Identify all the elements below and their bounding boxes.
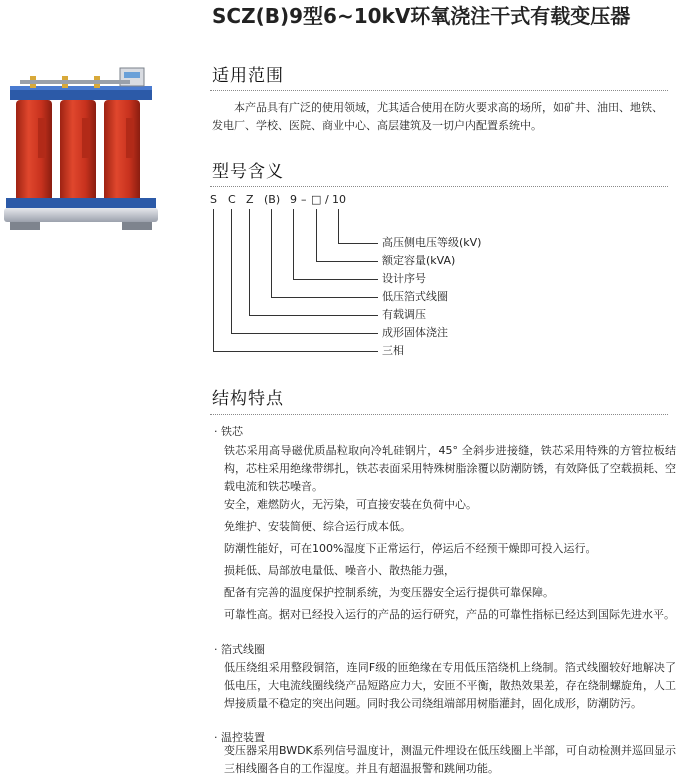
code-char-dash: – (301, 193, 307, 206)
code-char-s: S (210, 193, 217, 206)
connector-line (271, 209, 272, 297)
code-char-slash: / (325, 193, 329, 206)
model-label-foil: 低压箔式线圈 (382, 290, 448, 303)
model-label-phase: 三相 (382, 344, 404, 357)
group-title-core: · 铁芯 (214, 425, 243, 438)
section-divider (210, 90, 668, 91)
code-char-9: 9 (290, 193, 297, 206)
code-char-z: Z (246, 193, 254, 206)
feature-text: 防潮性能好，可在100%湿度下正常运行，停运后不经预干燥即可投入运行。 (224, 542, 597, 555)
connector-line (213, 209, 214, 351)
feature-text: 安全，难燃防火，无污染，可直接安装在负荷中心。 (224, 498, 477, 511)
code-char-b: (B) (264, 193, 281, 206)
page-title: SCZ(B)9型6~10kV环氧浇注干式有载变压器 (212, 4, 631, 28)
connector-line (293, 209, 294, 279)
feature-text: 低压绕组采用整段铜箔，连同F级的匝绝缘在专用低压箔绕机上绕制。箔式线圈较好地解决了低电压，大电流线圈线绕产品短路应力大，安匝不平衡，散热效果差，存在绕制螺旋角，人工焊接质量不稳定的突出问题。同时我公司绕组端部用树脂灌封，固化成形，防潮防污。 (224, 661, 676, 710)
section-divider (210, 186, 668, 187)
feature-text: 铁芯采用高导磁优质晶粒取向冷轧硅钢片，45° 全斜步进接缝，铁芯采用特殊的方管拉板结构，芯柱采用绝缘带绑扎，铁芯表面采用特殊树脂涂覆以防潮防锈，有效降低了空载损耗、空载电流和铁芯噪音。 (224, 444, 676, 493)
transformer-photo (0, 58, 162, 233)
scope-paragraph: 本产品具有广泛的使用领域，尤其适合使用在防火要求高的场所，如矿井、油田、地铁、发电厂、学校、医院、商业中心、高层建筑及一切户内配置系统中。 (212, 101, 663, 132)
connector-line (231, 209, 232, 333)
model-label-cast: 成形固体浇注 (382, 326, 448, 339)
feature-text: 免维护、安装简便、综合运行成本低。 (224, 520, 411, 533)
model-label-voltage: 高压侧电压等级(kV) (382, 236, 482, 249)
connector-line (271, 297, 378, 298)
model-label-capacity: 额定容量(kVA) (382, 254, 456, 267)
code-char-10: 10 (332, 193, 346, 206)
feature-text: 可靠性高。据对已经投入运行的产品的运行研究，产品的可靠性指标已经达到国际先进水平。 (224, 608, 675, 621)
connector-line (316, 261, 378, 262)
group-title-temp-control: · 温控装置 (214, 731, 265, 744)
feature-text: 配备有完善的温度保护控制系统，为变压器安全运行提供可靠保障。 (224, 586, 554, 599)
section-heading-structure: 结构特点 (212, 389, 284, 409)
connector-line (249, 209, 250, 315)
feature-text: 变压器采用BWDK系列信号温度计，测温元件埋设在低压线圈上半部，可自动检测并巡回显示三相线圈各自的工作湿度。并且有超温报警和跳闸功能。 (224, 744, 676, 775)
feature-text: 损耗低、局部放电量低、噪音小、散热能力强， (224, 564, 455, 577)
connector-line (338, 243, 378, 244)
connector-line (293, 279, 378, 280)
model-label-design: 设计序号 (382, 272, 426, 285)
connector-line (249, 315, 378, 316)
section-heading-model: 型号含义 (212, 162, 284, 182)
code-char-c: C (228, 193, 236, 206)
group-title-foil-coil: · 箔式线圈 (214, 643, 265, 656)
connector-line (213, 351, 378, 352)
section-heading-scope: 适用范围 (212, 66, 284, 86)
section-divider (210, 414, 668, 415)
model-label-onload: 有载调压 (382, 308, 426, 321)
connector-line (231, 333, 378, 334)
code-char-box: □ (311, 193, 322, 206)
connector-line (338, 209, 339, 243)
connector-line (316, 209, 317, 261)
